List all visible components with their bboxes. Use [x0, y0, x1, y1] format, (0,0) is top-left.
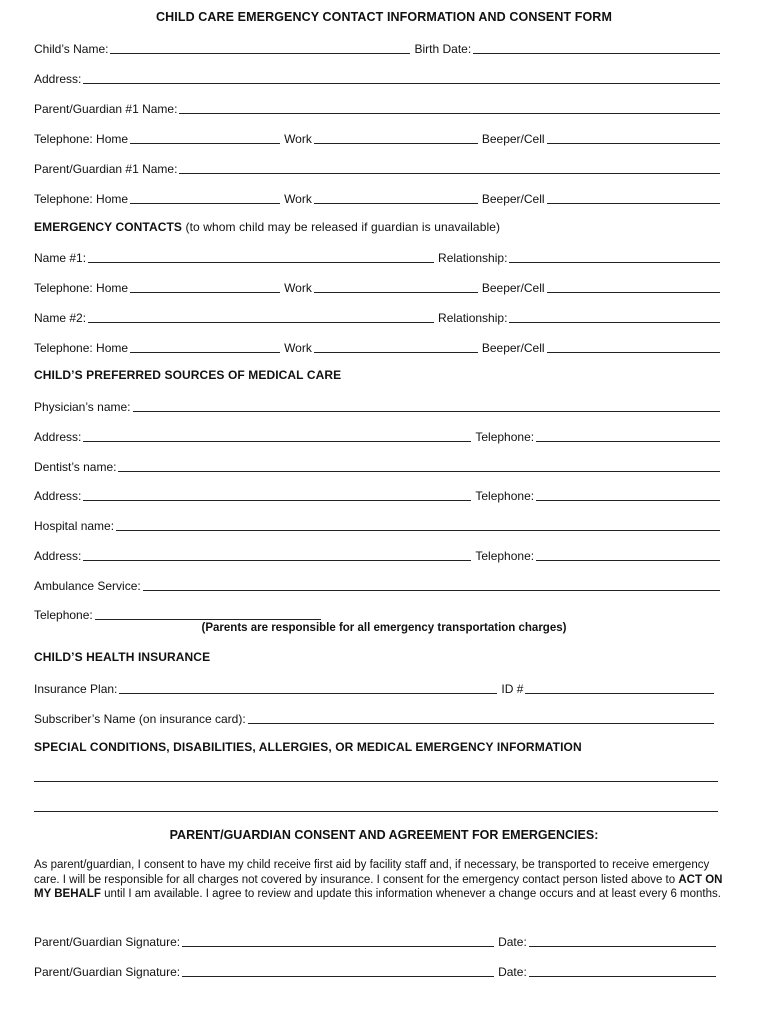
special-conditions-line-2[interactable] — [34, 811, 718, 812]
emergency1-telephone-row — [34, 277, 720, 295]
consent-text-bold: ACT ON MY BEHALF — [34, 873, 723, 900]
hospital-address-label: Address: — [34, 549, 82, 563]
emergency2-tel-work-field[interactable] — [314, 340, 478, 353]
consent-text-before: As parent/guardian, I consent to have my child receive first aid by facility staff and, if necessary, be transported to receive emergency care. I will be responsible for all charges not covered by insurance. I consent for the emergency contact person listed above to — [34, 859, 710, 886]
dentist-telephone-field[interactable] — [536, 488, 720, 501]
guardian1-name-row — [34, 98, 720, 116]
emergency1-tel-home-field[interactable] — [130, 280, 280, 293]
subscriber-field[interactable] — [248, 711, 714, 724]
insurance-plan-label: Insurance Plan: — [34, 682, 118, 696]
physician-row — [34, 396, 720, 414]
guardian1-tel-work-label: Work — [284, 132, 312, 146]
guardian2-name-label: Parent/Guardian #1 Name: — [34, 162, 178, 176]
emergency2-relationship-field[interactable] — [509, 310, 720, 323]
emergency2-tel-cell-label: Beeper/Cell — [481, 341, 545, 355]
ambulance-telephone-row — [34, 604, 720, 622]
birth-date-field[interactable] — [473, 41, 720, 54]
child-address-field[interactable] — [83, 71, 720, 84]
signature-2-date-label: Date: — [498, 965, 527, 979]
emergency2-tel-work-label: Work — [284, 341, 312, 355]
dentist-telephone-label: Telephone: — [475, 489, 535, 503]
child-name-label: Child’s Name: — [34, 42, 109, 56]
insurance-id-label: ID # — [501, 682, 524, 696]
dentist-row — [34, 456, 720, 474]
signature-2-date-field[interactable] — [529, 964, 716, 977]
hospital-telephone-field[interactable] — [536, 548, 720, 561]
emergency1-tel-cell-label: Beeper/Cell — [481, 281, 545, 295]
child-name-row — [34, 38, 720, 56]
emergency2-tel-home-label: Telephone: Home — [34, 341, 129, 355]
guardian2-tel-home-label: Telephone: Home — [34, 192, 129, 206]
guardian1-tel-home-field[interactable] — [130, 131, 280, 144]
signature-2-label: Parent/Guardian Signature: — [34, 965, 181, 979]
hospital-label: Hospital name: — [34, 519, 115, 533]
guardian2-tel-work-field[interactable] — [314, 191, 478, 204]
birth-date-label: Birth Date: — [414, 42, 472, 56]
physician-telephone-label: Telephone: — [475, 430, 535, 444]
emergency1-name-row — [34, 247, 720, 265]
signature-2-field[interactable] — [182, 964, 494, 977]
physician-label: Physician’s name: — [34, 400, 131, 414]
signature-row-2 — [34, 961, 720, 979]
physician-field[interactable] — [133, 399, 721, 412]
emergency2-name-label: Name #2: — [34, 311, 87, 325]
emergency1-tel-work-field[interactable] — [314, 280, 478, 293]
dentist-address-label: Address: — [34, 489, 82, 503]
insurance-plan-row — [34, 678, 720, 696]
consent-text-after: until I am available. I agree to review and update this information whenever a change occurs and at least every 6 months. — [100, 888, 721, 900]
emergency1-relationship-field[interactable] — [509, 250, 720, 263]
hospital-address-field[interactable] — [83, 548, 471, 561]
emergency1-name-field[interactable] — [88, 250, 434, 263]
emergency-contacts-heading — [34, 220, 500, 234]
child-address-label: Address: — [34, 72, 82, 86]
transport-charges-note: (Parents are responsible for all emergency transportation charges) — [201, 622, 567, 634]
guardian2-telephone-row — [34, 188, 720, 206]
emergency2-relationship-label: Relationship: — [438, 311, 508, 325]
insurance-plan-field[interactable] — [119, 681, 497, 694]
hospital-row — [34, 515, 720, 533]
dentist-address-field[interactable] — [83, 488, 471, 501]
dentist-field[interactable] — [118, 459, 720, 472]
physician-address-label: Address: — [34, 430, 82, 444]
form-title: CHILD CARE EMERGENCY CONTACT INFORMATION AND CONSENT FORM — [156, 10, 612, 24]
signature-1-date-label: Date: — [498, 935, 527, 949]
subscriber-row — [34, 708, 720, 726]
physician-telephone-field[interactable] — [536, 429, 720, 442]
medical-care-heading: CHILD’S PREFERRED SOURCES OF MEDICAL CARE — [34, 368, 342, 382]
emergency1-relationship-label: Relationship: — [438, 251, 508, 265]
ambulance-field[interactable] — [143, 578, 720, 591]
guardian2-name-row — [34, 158, 720, 176]
emergency2-tel-cell-field[interactable] — [547, 340, 720, 353]
guardian2-tel-home-field[interactable] — [130, 191, 280, 204]
ambulance-label: Ambulance Service: — [34, 579, 141, 593]
hospital-address-row — [34, 545, 720, 563]
guardian2-name-field[interactable] — [179, 161, 720, 174]
special-conditions-line-1[interactable] — [34, 781, 718, 782]
guardian1-name-label: Parent/Guardian #1 Name: — [34, 102, 178, 116]
signature-1-date-field[interactable] — [529, 934, 716, 947]
guardian1-tel-work-field[interactable] — [314, 131, 478, 144]
dentist-address-row — [34, 485, 720, 503]
guardian2-tel-cell-label: Beeper/Cell — [481, 192, 545, 206]
guardian2-tel-cell-field[interactable] — [547, 191, 720, 204]
special-conditions-heading: SPECIAL CONDITIONS, DISABILITIES, ALLERGIES, OR MEDICAL EMERGENCY INFORMATION — [34, 740, 582, 754]
guardian1-tel-cell-field[interactable] — [547, 131, 720, 144]
hospital-telephone-label: Telephone: — [475, 549, 535, 563]
guardian2-tel-work-label: Work — [284, 192, 312, 206]
ambulance-telephone-field[interactable] — [95, 607, 321, 620]
physician-address-field[interactable] — [83, 429, 471, 442]
consent-heading: PARENT/GUARDIAN CONSENT AND AGREEMENT FOR EMERGENCIES: — [169, 828, 599, 842]
emergency2-tel-home-field[interactable] — [130, 340, 280, 353]
emergency-heading-note: (to whom child may be released if guardian is unavailable) — [185, 220, 501, 234]
emergency2-telephone-row — [34, 337, 720, 355]
ambulance-telephone-label: Telephone: — [34, 608, 93, 622]
guardian1-tel-home-label: Telephone: Home — [34, 132, 129, 146]
guardian1-tel-cell-label: Beeper/Cell — [481, 132, 545, 146]
insurance-heading: CHILD’S HEALTH INSURANCE — [34, 650, 211, 664]
emergency1-tel-work-label: Work — [284, 281, 312, 295]
guardian1-name-field[interactable] — [179, 101, 720, 114]
child-name-field[interactable] — [110, 41, 410, 54]
emergency2-name-row — [34, 307, 720, 325]
emergency-heading-text: EMERGENCY CONTACTS — [34, 220, 183, 234]
guardian1-telephone-row — [34, 128, 720, 146]
signature-1-label: Parent/Guardian Signature: — [34, 935, 181, 949]
emergency1-name-label: Name #1: — [34, 251, 87, 265]
ambulance-row — [34, 575, 720, 593]
consent-paragraph — [34, 858, 724, 902]
insurance-id-field[interactable] — [525, 681, 714, 694]
physician-address-row — [34, 426, 720, 444]
emergency1-tel-home-label: Telephone: Home — [34, 281, 129, 295]
signature-1-field[interactable] — [182, 934, 494, 947]
hospital-field[interactable] — [116, 518, 720, 531]
signature-row-1 — [34, 931, 720, 949]
child-address-row — [34, 68, 720, 86]
subscriber-label: Subscriber’s Name (on insurance card): — [34, 712, 246, 726]
emergency2-name-field[interactable] — [88, 310, 434, 323]
dentist-label: Dentist’s name: — [34, 460, 117, 474]
emergency1-tel-cell-field[interactable] — [547, 280, 720, 293]
